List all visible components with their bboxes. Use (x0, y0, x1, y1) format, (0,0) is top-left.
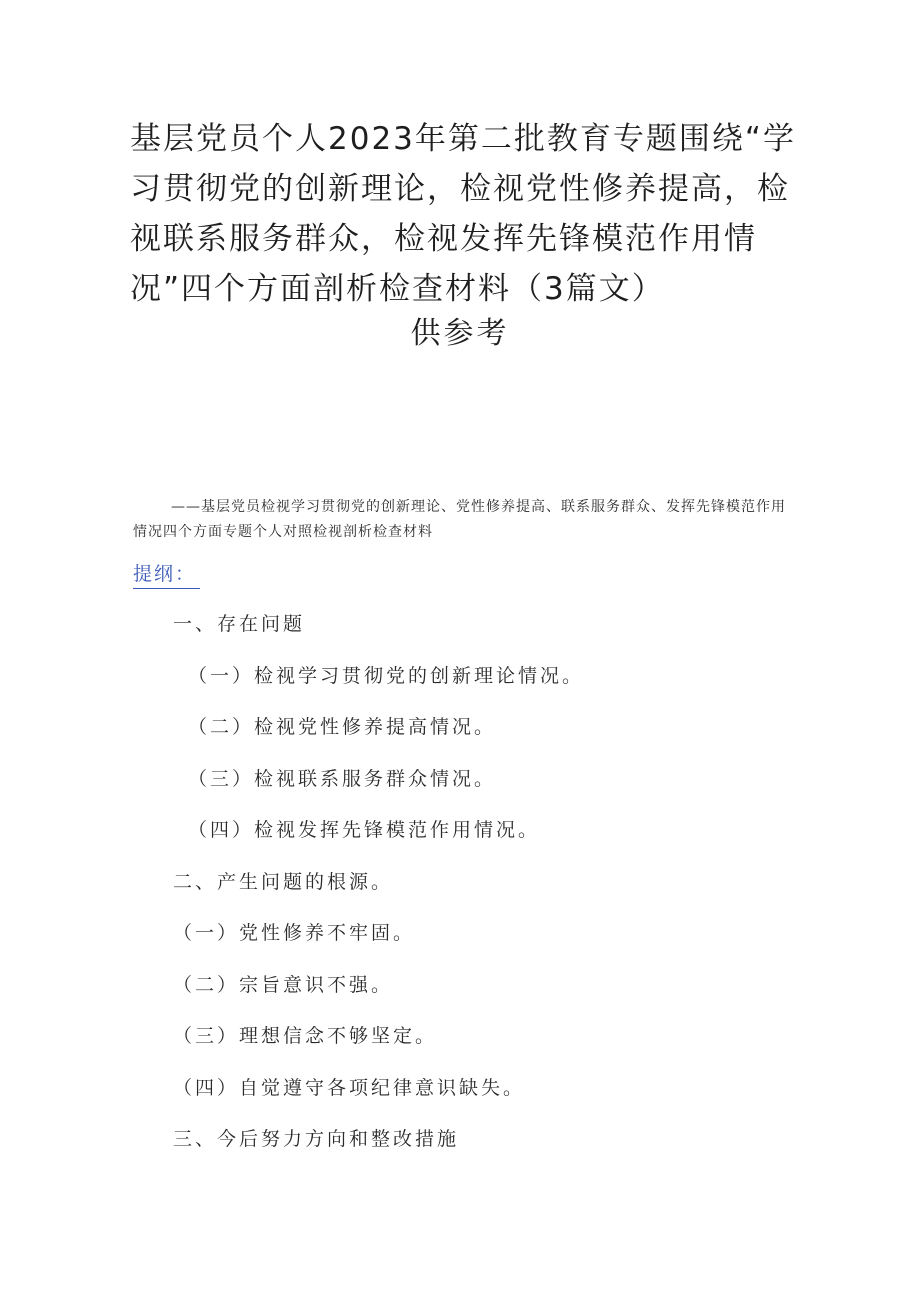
lead-paragraph: ——基层党员检视学习贯彻党的创新理论、党性修养提高、联系服务群众、发挥先锋模范作用情况四个方面专题个人对照检视剖析检查材料 (133, 499, 786, 540)
section-item-2-3: （三）理想信念不够坚定。 (173, 1025, 438, 1047)
section-heading-3: 三、今后努力方向和整改措施 (173, 1128, 460, 1150)
section-heading-2: 二、产生问题的根源。 (173, 871, 394, 893)
document-title: 基层党员个人2023年第二批教育专题围绕“学习贯彻党的创新理论，检视党性修养提高，检视联系服务群众，检视发挥先锋模范作用情况”四个方面剖析检查材料（3篇文） (130, 121, 796, 307)
section-item-2-4: （四）自觉遵守各项纪律意识缺失。 (173, 1077, 526, 1099)
section-item-1-4: （四）检视发挥先锋模范作用情况。 (188, 819, 541, 841)
section-item-1-1: （一）检视学习贯彻党的创新理论情况。 (188, 665, 585, 687)
section-item-2-2: （二）宗旨意识不强。 (173, 974, 394, 996)
reference-note: 供参考 (410, 316, 510, 351)
section-heading-1: 一、存在问题 (173, 613, 306, 635)
outline-link[interactable]: 提纲： (133, 560, 200, 589)
section-item-2-1: （一）党性修养不牢固。 (173, 922, 416, 944)
section-item-1-3: （三）检视联系服务群众情况。 (188, 768, 497, 790)
section-item-1-2: （二）检视党性修养提高情况。 (188, 716, 497, 738)
